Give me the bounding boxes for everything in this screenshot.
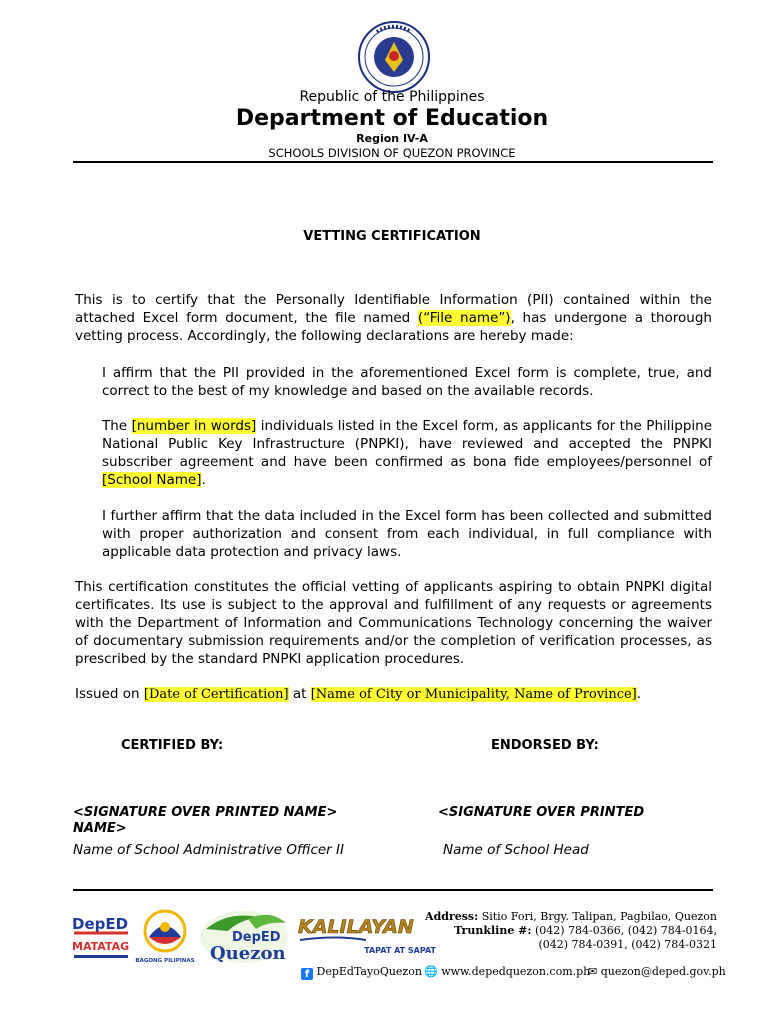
declaration-first: I affirm that the PII provided in the aforementioned Excel form is complete, true, and correct to the best of my knowledge and based on the available records. xyxy=(102,365,712,399)
certified-by-label: CERTIFIED BY: xyxy=(121,738,224,753)
header-division: SCHOOLS DIVISION OF QUEZON PROVINCE xyxy=(268,146,516,160)
trunkline-value-1: (042) 784-0366, (042) 784-0164, xyxy=(534,924,717,937)
footer-email[interactable] xyxy=(588,965,726,978)
footer-trunkline-2: (042) 784-0391, (042) 784-0321 xyxy=(538,938,717,951)
kalilayan-text: KALILAYAN xyxy=(298,916,414,938)
address-value: Sitio Fori, Brgy. Talipan, Pagbilao, Quezon xyxy=(481,910,717,923)
declaration-second-end: . xyxy=(201,472,206,488)
kalilayan-logo xyxy=(296,907,439,965)
endorsed-by-label: ENDORSED BY: xyxy=(491,738,599,753)
footer-address xyxy=(425,910,717,923)
deped-seal-logo xyxy=(357,20,431,94)
declaration-second xyxy=(102,417,712,489)
intro-text: This is to certify that the Personally Identifiable Information (PII) contained within the attached Excel form document, the file named xyxy=(75,292,712,326)
kalilayan-sub-text: TAPAT AT SAPAT xyxy=(364,946,436,955)
place-placeholder: [Name of City or Municipality, Name of Province] xyxy=(310,687,637,702)
facebook-icon: f xyxy=(301,968,313,980)
left-signature-line: <SIGNATURE OVER PRINTED NAME> xyxy=(73,805,338,820)
deped-quezon-logo xyxy=(198,907,290,965)
header-region: Region IV-A xyxy=(356,132,428,145)
document-title: VETTING CERTIFICATION xyxy=(303,229,481,244)
issued-at: at xyxy=(292,686,307,702)
deped-logo-text: DepED xyxy=(72,915,129,933)
deped-matatag-logo xyxy=(70,907,132,965)
trunkline-label: Trunkline #: xyxy=(454,924,532,937)
address-label: Address: xyxy=(425,910,479,923)
intro-paragraph xyxy=(75,291,712,345)
left-signatory-role: Name of School Administrative Officer II xyxy=(73,842,344,858)
right-signature-line: <SIGNATURE OVER PRINTED xyxy=(438,805,645,820)
facebook-handle: DepEdTayoQuezon xyxy=(316,965,422,978)
header-divider xyxy=(73,161,713,163)
bagong-pilipinas-text: BAGONG PILIPINAS xyxy=(135,958,195,964)
file-name-placeholder: (“File name”) xyxy=(417,310,511,326)
deped-quezon-top-text: DepED xyxy=(232,930,281,945)
closing-paragraph: This certification constitutes the official vetting of applicants aspiring to obtain PNPKI digital certificates. Its use is subject to the approval and fulfillment of any requests or agreements with the Department of Information and Communications Technology concerning the waiver of documentary submission requirements and/or the completion of verification processes, as prescribed by the standard PNPKI application procedures. xyxy=(75,579,712,667)
date-placeholder: [Date of Certification] xyxy=(143,687,289,702)
matatag-logo-text: MATATAG xyxy=(72,940,130,953)
number-in-words-placeholder: [number in words] xyxy=(131,418,257,434)
email-icon: ✉ xyxy=(588,965,598,978)
declaration-second-text-cont: individuals listed in the Excel form, as applicants for the Philippine National Public Key Infrastructure (PNPKI), have reviewed and accepted the PNPKI subscriber agreement and have been confirmed as bona fide employees/personnel of xyxy=(102,418,713,470)
footer-facebook[interactable] xyxy=(301,965,422,980)
footer-divider xyxy=(73,889,713,891)
header-department: Department of Education xyxy=(235,106,549,131)
issued-end: . xyxy=(636,686,642,702)
bagong-pilipinas-logo xyxy=(135,907,195,965)
right-signatory-role: Name of School Head xyxy=(443,842,589,858)
footer-trunkline xyxy=(454,924,717,937)
school-name-placeholder: [School Name] xyxy=(102,472,202,488)
deped-quezon-bottom-text: Quezon xyxy=(210,943,286,964)
globe-icon: 🌐 xyxy=(424,965,438,978)
email-address: quezon@deped.gov.ph xyxy=(600,965,726,978)
declaration-second-text: The xyxy=(102,418,128,434)
website-url: www.depedquezon.com.ph xyxy=(441,965,591,978)
issued-prefix: Issued on xyxy=(75,686,140,702)
left-signature-line-wrap: NAME> xyxy=(73,821,127,836)
issued-line xyxy=(75,685,712,704)
intro-text-end: , has undergone a thorough vetting process. Accordingly, the following declarations are hereby made: xyxy=(75,310,712,344)
declaration-third: I further affirm that the data included in the Excel form has been collected and submitted with proper authorization and consent from each individual, in full compliance with applicable data protection and privacy laws. xyxy=(102,508,712,560)
header-republic: Republic of the Philippines xyxy=(299,89,485,105)
footer-website[interactable] xyxy=(424,965,590,978)
